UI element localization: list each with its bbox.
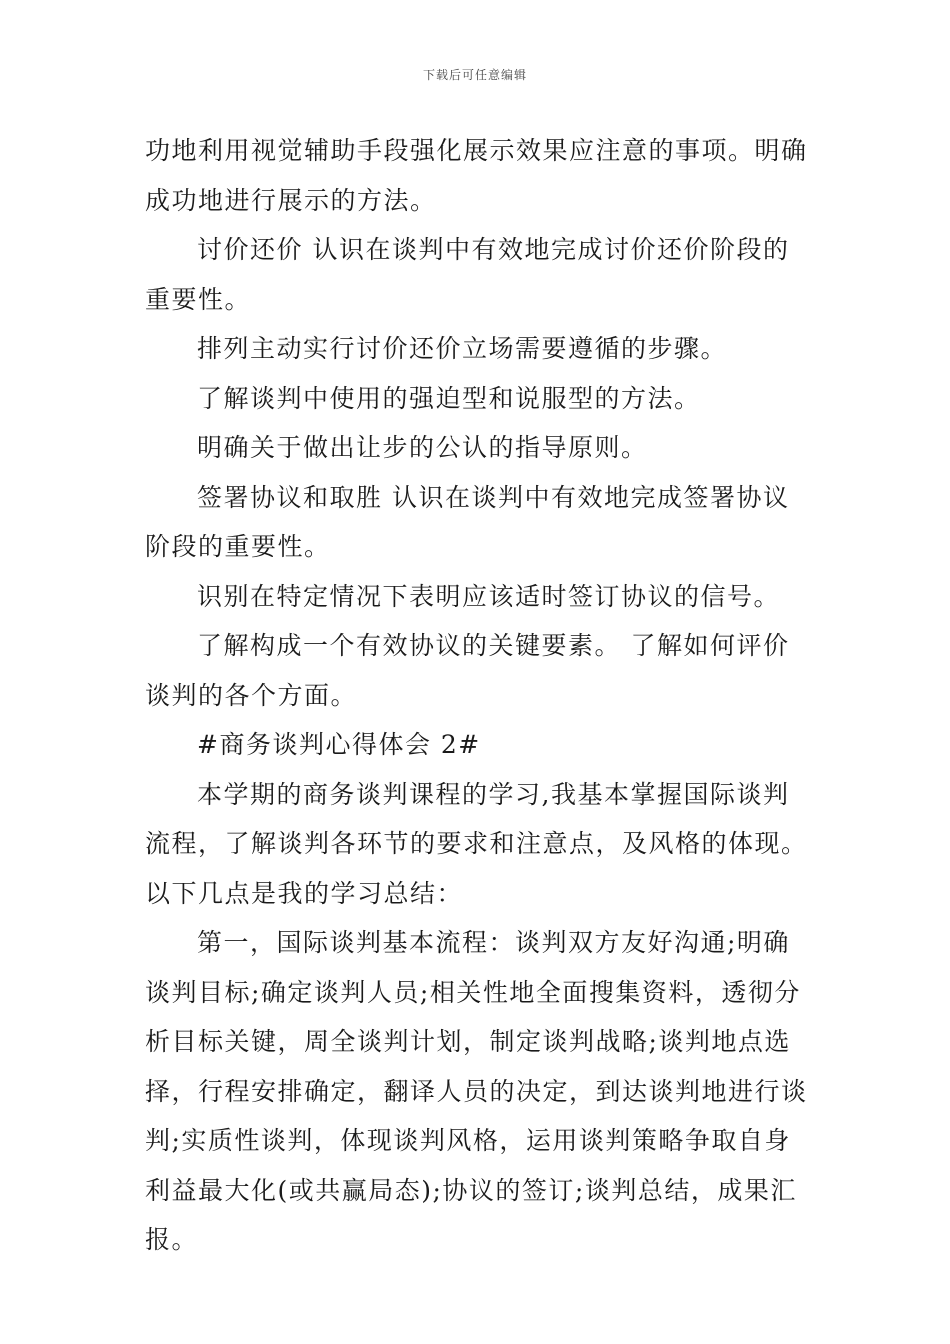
page-header: 下载后可任意编辑 — [422, 68, 527, 82]
paragraph-signing-signals: 识别在特定情况下表明应该适时签订协议的信号。 — [197, 581, 781, 611]
paragraph-course-summary: 本学期的商务谈判课程的学习,我基本掌握国际谈判流程，了解谈判各环节的要求和注意点，及风格的体现。以下几点是我的学习总结： — [145, 779, 808, 908]
paragraph-bargaining-importance: 讨价还价 认识在谈判中有效地完成讨价还价阶段的重要性。 — [145, 235, 790, 314]
paragraph-signing-importance: 签署协议和取胜 认识在谈判中有效地完成签署协议阶段的重要性。 — [145, 482, 790, 561]
section-heading: #商务谈判心得体会 2# — [197, 730, 481, 759]
paragraph-coercive-persuasive: 了解谈判中使用的强迫型和说服型的方法。 — [197, 383, 701, 413]
paragraph-bargaining-steps: 排列主动实行讨价还价立场需要遵循的步骤。 — [197, 334, 728, 363]
paragraph-negotiation-process: 第一，国际谈判基本流程：谈判双方友好沟通;明确谈判目标;确定谈判人员;相关性地全面搜集资料，透彻分析目标关键，周全谈判计划，制定谈判战略;谈判地点选择，行程安排确定，翻译人员的决定，到达谈判地进行谈判;实质性谈判，体现谈判风格，运用谈判策略争取自身利益最大化(或共赢局态);协议的签订;谈判总结，成果汇报。 — [145, 928, 808, 1254]
paragraph-visual-aids: 功地利用视觉辅助手段强化展示效果应注意的事项。明确成功地进行展示的方法。 — [145, 136, 808, 215]
paragraph-concession-principles: 明确关于做出让步的公认的指导原则。 — [197, 433, 648, 462]
document-body — [145, 126, 810, 1265]
paragraph-agreement-elements: 了解构成一个有效协议的关键要素。 了解如何评价谈判的各个方面。 — [145, 631, 790, 710]
